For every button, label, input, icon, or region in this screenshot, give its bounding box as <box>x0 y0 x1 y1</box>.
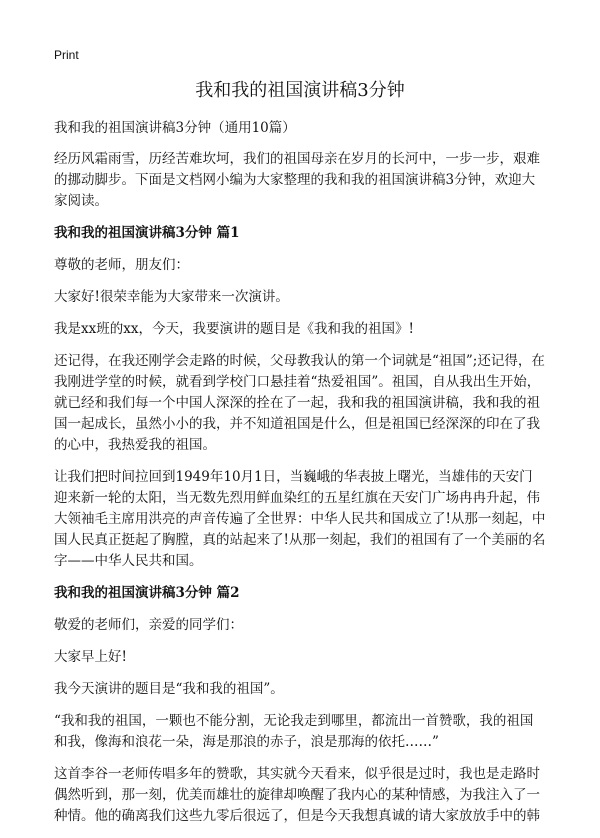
section-heading-2: 我和我的祖国演讲稿3分钟 篇2 <box>54 585 240 601</box>
section1-paragraph: 让我们把时间拉回到1949年10月1日，当巍峨的华表披上曙光，当雄伟的天安门迎来新一轮的太阳，当无数先烈用鲜血染红的五星红旗在天安门广场冉冉升起，伟大领袖毛主席用洪亮的声音传遍了全世界：中华人民共和国成立了!从那一刻起，中国人民真正挺起了胸膛，真的站起来了!从那一刻起，我们的祖国有了一个美丽的名字——中华人民共和国。 <box>54 469 546 569</box>
section1-paragraph: 我是xx班的xx，今天，我要演讲的题目是《我和我的祖国》! <box>54 321 414 337</box>
section2-paragraph: 敬爱的老师们，亲爱的同学们： <box>54 617 243 633</box>
page-title: 我和我的祖国演讲稿3分钟 <box>195 80 405 101</box>
section2-paragraph: 这首李谷一老师传唱多年的赞歌，其实就今天看来，似乎很是过时，我也是走路时偶然听到，那一刻，优美而雄壮的旋律却唤醒了我内心的某种情感，为我注入了一种情。他的确离我们这些九零后很远了，但是今天我想真诚的请大家放放手中的韩 <box>54 766 540 824</box>
intro-paragraph: 经历风霜雨雪，历经苦难坎坷，我们的祖国母亲在岁月的长河中，一步一步，艰难的挪动脚步。下面是文档网小编为大家整理的我和我的祖国演讲稿3分钟，欢迎大家阅读。 <box>54 151 540 209</box>
section1-paragraph: 还记得，在我还刚学会走路的时候，父母教我认的第一个词就是“祖国”;还记得，在我刚进学堂的时候，就看到学校门口悬挂着“热爱祖国”。祖国，自从我出生开始，就已经和我们每一个中国人深深的拴在了一起，我和我的祖国演讲稿，我和我的祖国一起成长，虽然小小的我，并不知道祖国是什么，但是祖国已经深深的印在了我的心中，我热爱我的祖国。 <box>54 353 545 453</box>
section1-paragraph: 尊敬的老师，朋友们： <box>54 257 189 273</box>
print-link[interactable]: Print <box>54 48 79 62</box>
document-body <box>54 118 546 838</box>
section-heading-1: 我和我的祖国演讲稿3分钟 篇1 <box>54 225 240 241</box>
document-subtitle: 我和我的祖国演讲稿3分钟（通用10篇） <box>54 120 296 136</box>
section1-paragraph: 大家好!很荣幸能为大家带来一次演讲。 <box>54 289 289 305</box>
section2-paragraph: “我和我的祖国，一颗也不能分割，无论我走到哪里，都流出一首赞歌，我的祖国和我，像海和浪花一朵，海是那浪的赤子，浪是那海的依托……” <box>54 713 534 750</box>
section2-paragraph: 大家早上好! <box>54 649 127 665</box>
section2-paragraph: 我今天演讲的题目是“我和我的祖国”。 <box>54 681 284 697</box>
